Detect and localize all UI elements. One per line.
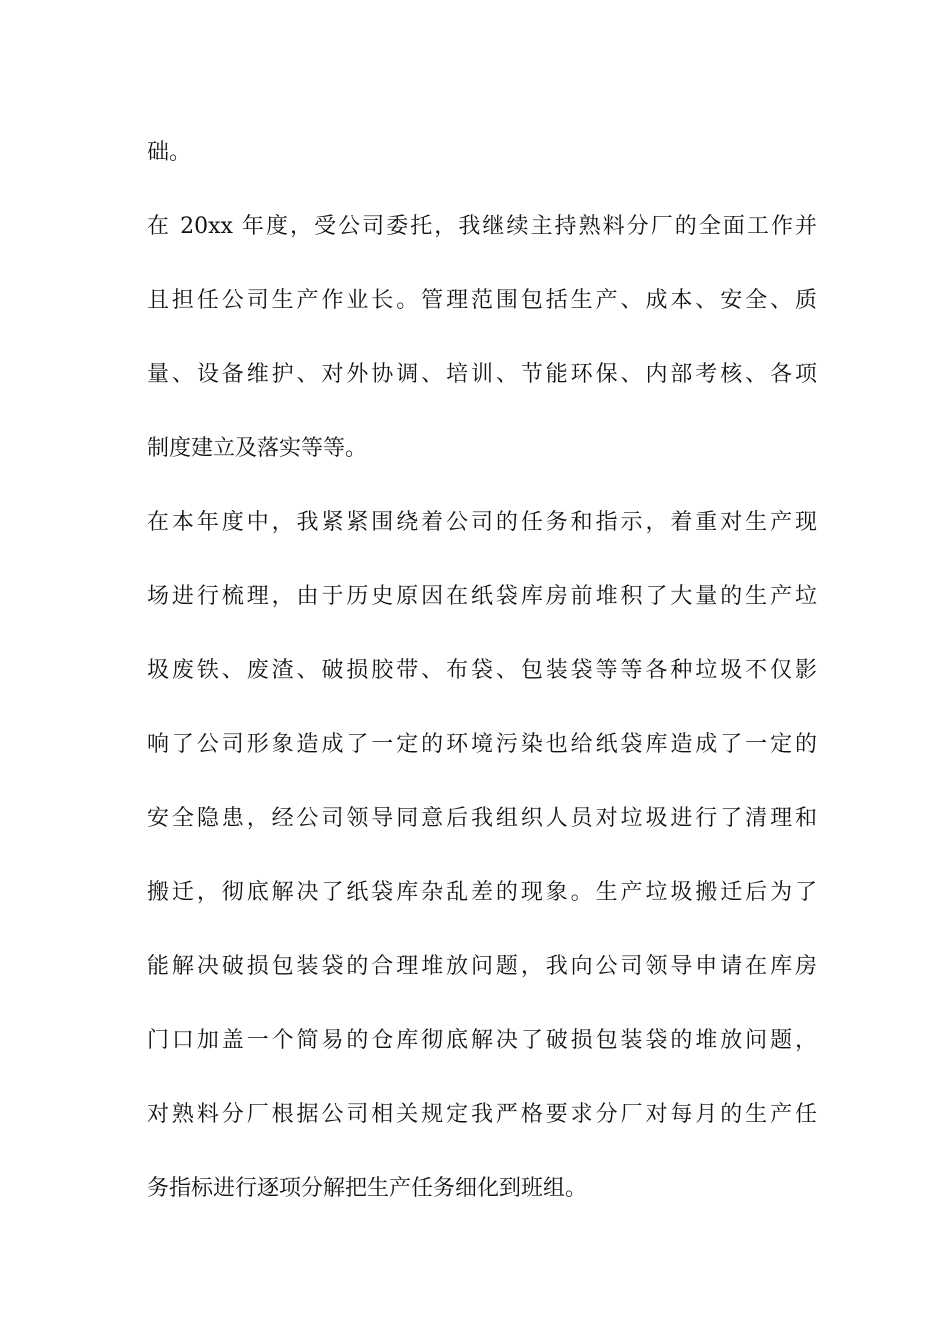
text-line: 在 20xx 年度，受公司委托，我继续主持熟料分厂的全面工作并	[147, 214, 817, 239]
text-line: 门口加盖一个简易的仓库彻底解决了破损包装袋的堆放问题，	[147, 1028, 817, 1053]
text-line: 在本年度中，我紧紧围绕着公司的任务和指示，着重对生产现	[147, 510, 817, 535]
text-line: 搬迁，彻底解决了纸袋库杂乱差的现象。生产垃圾搬迁后为了	[147, 880, 817, 905]
text-line: 且担任公司生产作业长。管理范围包括生产、成本、安全、质	[147, 288, 817, 313]
text-line: 制度建立及落实等等。	[147, 436, 368, 461]
text-line: 础。	[147, 140, 192, 165]
text-line: 能解决破损包装袋的合理堆放问题，我向公司领导申请在库房	[147, 954, 817, 979]
text-line: 对熟料分厂根据公司相关规定我严格要求分厂对每月的生产任	[147, 1102, 817, 1127]
text-line: 场进行梳理，由于历史原因在纸袋库房前堆积了大量的生产垃	[147, 584, 817, 609]
text-line: 量、设备维护、对外协调、培训、节能环保、内部考核、各项	[147, 362, 817, 387]
text-line: 圾废铁、废渣、破损胶带、布袋、包装袋等等各种垃圾不仅影	[147, 658, 817, 683]
text-line: 安全隐患，经公司领导同意后我组织人员对垃圾进行了清理和	[147, 806, 817, 831]
text-line: 响了公司形象造成了一定的环境污染也给纸袋库造成了一定的	[147, 732, 817, 757]
text-line: 务指标进行逐项分解把生产任务细化到班组。	[147, 1176, 588, 1201]
document-body	[147, 130, 817, 1240]
